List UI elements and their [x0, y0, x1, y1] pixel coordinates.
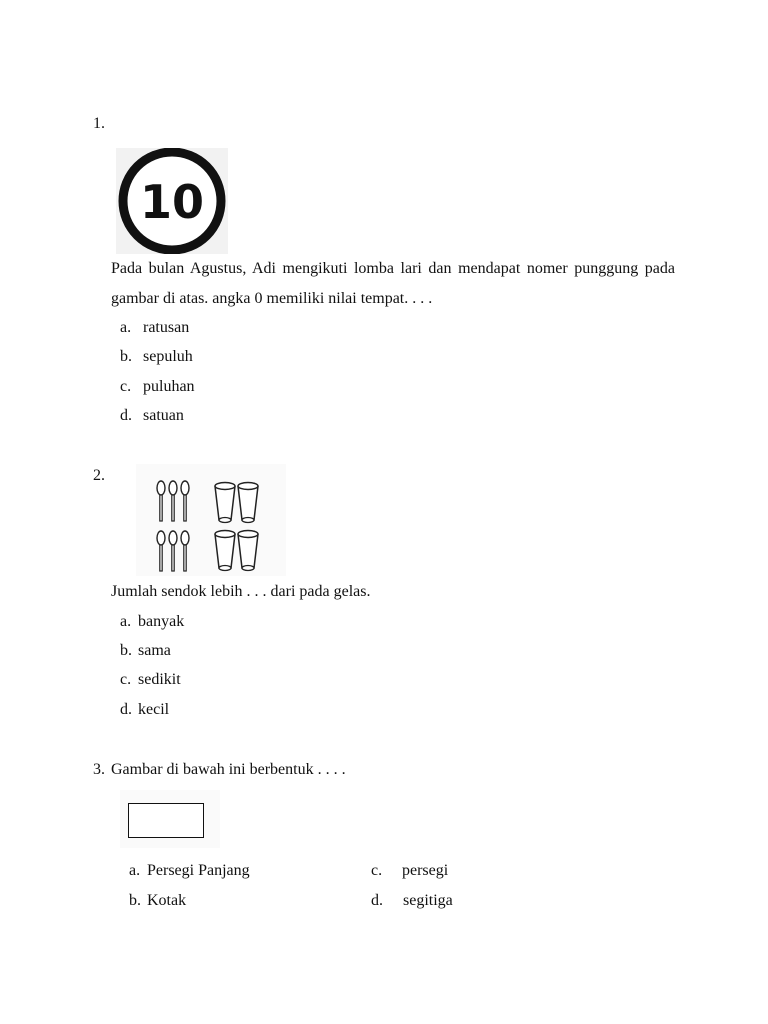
question-3-option-b[interactable]	[129, 891, 186, 911]
option-letter: b.	[120, 642, 132, 659]
spoon-icon	[169, 481, 177, 521]
spoon-icon	[169, 531, 177, 571]
option-letter: d.	[120, 701, 132, 718]
badge-number: 10	[139, 175, 205, 229]
spoon-icon	[181, 531, 189, 571]
question-3-option-a[interactable]	[129, 861, 250, 881]
question-3-option-d[interactable]	[371, 891, 453, 911]
option-text: persegi	[402, 862, 449, 879]
option-text: ratusan	[143, 319, 190, 336]
option-text: sama	[138, 642, 171, 659]
option-text: banyak	[138, 613, 185, 630]
option-letter: b.	[129, 892, 141, 909]
option-letter: c.	[120, 671, 132, 688]
question-1-text: Pada bulan Agustus, Adi mengikuti lomba lari dan mendapat nomer punggung pada gambar di atas. angka 0 memiliki nilai tempat. . . .	[111, 260, 675, 307]
question-3-option-c[interactable]	[371, 861, 448, 881]
option-text: kecil	[138, 701, 170, 718]
option-text: sepuluh	[143, 348, 193, 365]
option-letter: a.	[120, 319, 132, 336]
rectangle-shape-image	[120, 790, 220, 848]
spoon-icon	[157, 481, 165, 521]
option-letter: a.	[129, 862, 141, 879]
race-number-badge-image	[116, 148, 228, 254]
option-text: sedikit	[138, 671, 181, 688]
question-1-number: 1.	[93, 115, 105, 132]
option-text: puluhan	[143, 378, 195, 395]
option-text: Persegi Panjang	[147, 862, 250, 879]
option-letter: c.	[120, 378, 132, 395]
option-letter: c.	[371, 862, 383, 879]
glass-icon	[215, 531, 235, 571]
option-letter: b.	[120, 348, 132, 365]
glass-icon	[215, 483, 235, 523]
option-letter: d.	[120, 407, 132, 424]
question-2-text: Jumlah sendok lebih . . . dari pada gelas.	[111, 583, 371, 600]
question-2-option-d[interactable]	[120, 700, 169, 720]
question-3-number: 3.	[93, 761, 105, 778]
question-1-option-d[interactable]	[120, 406, 184, 426]
question-2-option-a[interactable]	[120, 612, 184, 632]
question-2-number: 2.	[93, 467, 105, 484]
question-1-option-b[interactable]	[120, 347, 193, 367]
question-3-text: Gambar di bawah ini berbentuk . . . .	[111, 761, 346, 778]
option-letter: d.	[371, 892, 383, 909]
option-letter: a.	[120, 613, 132, 630]
spoon-icon	[157, 531, 165, 571]
question-2-option-b[interactable]	[120, 641, 171, 661]
spoons-and-glasses-image	[136, 464, 286, 576]
option-text: Kotak	[147, 892, 187, 909]
glass-icon	[238, 531, 258, 571]
question-2-option-c[interactable]	[120, 670, 181, 690]
option-text: satuan	[143, 407, 184, 424]
spoon-icon	[181, 481, 189, 521]
question-1-option-a[interactable]	[120, 318, 189, 338]
rectangle-shape	[128, 803, 204, 838]
glass-icon	[238, 483, 258, 523]
question-1-option-c[interactable]	[120, 377, 195, 397]
option-text: segitiga	[403, 892, 453, 909]
